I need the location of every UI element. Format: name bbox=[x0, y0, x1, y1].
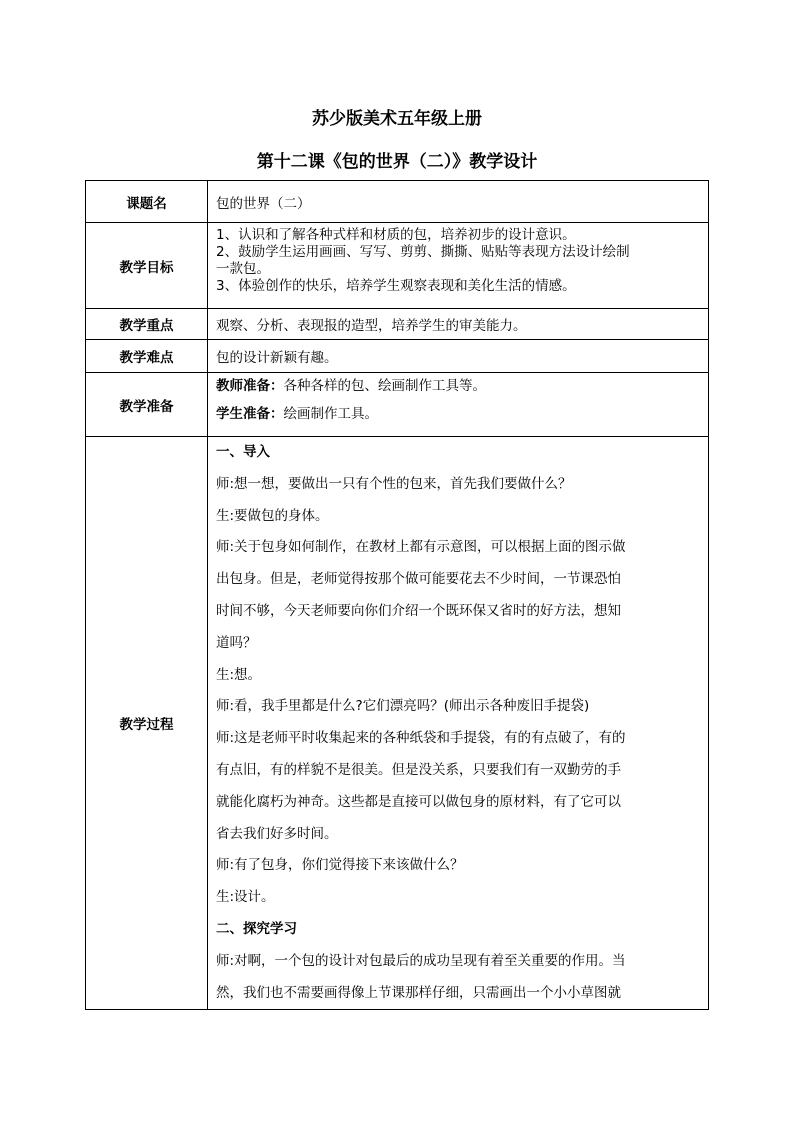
row-preparation bbox=[86, 373, 709, 437]
process-line: 有点旧，有的样貌不是很美。但是没关系，只要我们有一双勤劳的手 bbox=[216, 761, 621, 778]
process-line: 出包身。但是，老师觉得按那个做可能要花去不少时间，一节课恐怕 bbox=[216, 571, 621, 588]
objective-line: 3、体验创作的快乐，培养学生观察表现和美化生活的情感。 bbox=[216, 278, 576, 294]
process-line: 然，我们也不需要画得像上节课那样仔细，只需画出一个小小草图就 bbox=[216, 984, 621, 1001]
student-preparation bbox=[216, 404, 702, 424]
key-points-value: 观察、分析、表现报的造型，培养学生的审美能力。 bbox=[208, 309, 709, 340]
row-objectives bbox=[86, 223, 709, 309]
difficulties-value: 包的设计新颖有趣。 bbox=[208, 340, 709, 373]
lesson-plan-table bbox=[85, 180, 709, 1010]
process-line: 时间不够，今天老师要向你们介绍一个既环保又省时的好方法，想知 bbox=[216, 602, 621, 619]
process-label: 教学过程 bbox=[86, 437, 208, 1010]
process-line: 生:想。 bbox=[216, 666, 262, 683]
student-preparation-label: 学生准备： bbox=[216, 406, 284, 422]
row-process bbox=[86, 437, 709, 1010]
process-line: 师:有了包身，你们觉得接下来该做什么？ bbox=[216, 857, 464, 874]
objective-line: 1、认识和了解各种式样和材质的包，培养初步的设计意识。 bbox=[216, 227, 576, 243]
process-line: 道吗？ bbox=[216, 634, 257, 651]
process-lines bbox=[216, 437, 702, 1009]
objectives-label: 教学目标 bbox=[86, 223, 208, 309]
document-title: 苏少版美术五年级上册 bbox=[312, 109, 482, 129]
preparation-label: 教学准备 bbox=[86, 373, 208, 437]
student-preparation-value: 绘画制作工具。 bbox=[283, 406, 378, 422]
objective-line: 2、鼓励学生运用画画、写写、剪剪、撕撕、贴贴等表现方法设计绘制 bbox=[216, 244, 630, 260]
process-content bbox=[208, 437, 709, 1010]
process-section-heading: 一、导入 bbox=[216, 444, 270, 460]
process-section-heading: 二、探究学习 bbox=[216, 920, 297, 937]
topic-label: 课题名 bbox=[86, 181, 208, 223]
key-points-label: 教学重点 bbox=[86, 309, 208, 340]
objective-line: 一款包。 bbox=[216, 261, 270, 277]
row-difficulties bbox=[86, 340, 709, 373]
process-line: 生:设计。 bbox=[216, 889, 275, 906]
process-line: 师:关于包身如何制作，在教材上都有示意图，可以根据上面的图示做 bbox=[216, 539, 626, 556]
process-line: 就能化腐朽为神奇。这些都是直接可以做包身的原材料，有了它可以 bbox=[216, 793, 621, 810]
row-key-points bbox=[86, 309, 709, 340]
process-line: 师:这是老师平时收集起来的各种纸袋和手提袋，有的有点破了，有的 bbox=[216, 730, 626, 747]
row-topic bbox=[86, 181, 709, 223]
difficulties-label: 教学难点 bbox=[86, 340, 208, 373]
process-line: 省去我们好多时间。 bbox=[216, 825, 338, 842]
teacher-preparation bbox=[216, 376, 702, 396]
process-line: 师:看，我手里都是什么?它们漂亮吗？(师出示各种废旧手提袋) bbox=[216, 698, 590, 715]
objectives-content bbox=[208, 223, 709, 309]
teacher-preparation-value: 各种各样的包、绘画制作工具等。 bbox=[283, 378, 486, 394]
preparation-content bbox=[208, 373, 709, 437]
topic-value: 包的世界（二） bbox=[208, 181, 709, 223]
process-line: 师:对啊，一个包的设计对包最后的成功呈现有着至关重要的作用。当 bbox=[216, 952, 626, 969]
teacher-preparation-label: 教师准备： bbox=[216, 378, 284, 394]
document-subtitle: 第十二课《包的世界（二）》教学设计 bbox=[256, 152, 538, 172]
process-line: 师:想一想，要做出一只有个性的包来，首先我们要做什么？ bbox=[216, 475, 572, 492]
process-line: 生:要做包的身体。 bbox=[216, 507, 329, 524]
